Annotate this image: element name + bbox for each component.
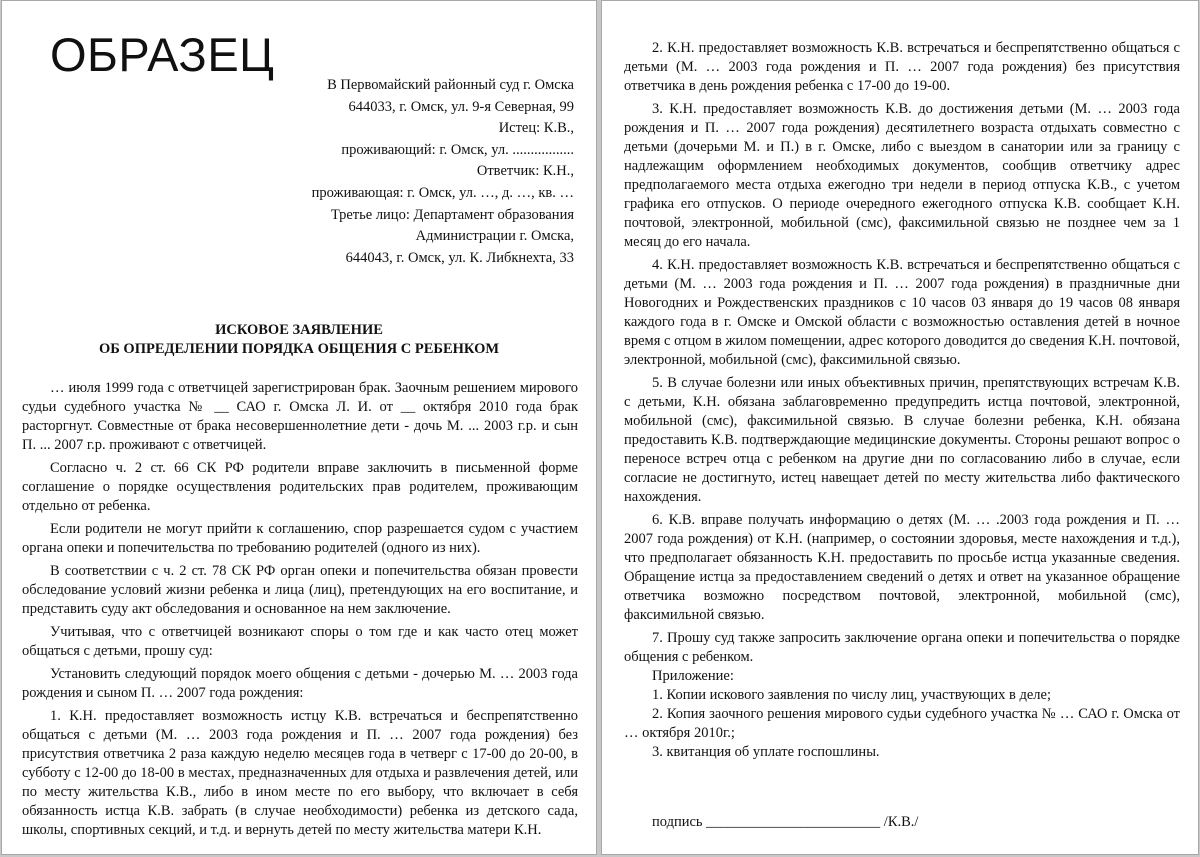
signature-line <box>652 814 918 831</box>
signature-name: /К.В./ <box>883 814 919 830</box>
paragraph: Установить следующий порядок моего общения с детьми - дочерью М. … 2003 года рождения и сыном П. … 2007 года рождения: <box>22 666 578 701</box>
header-line: В Первомайский районный суд г. Омска <box>327 77 574 93</box>
header-line: Третье лицо: Департамент образования <box>330 206 574 223</box>
header-line: Ответчик: К.Н., <box>476 163 574 180</box>
title-line-1: ИСКОВОЕ ЗАЯВЛЕНИЕ <box>215 322 383 338</box>
paragraph: 6. К.В. вправе получать информацию о детях (М. … .2003 года рождения и П. … 2007 года рождения) от К.Н. (например, о состоянии здоровья, месте нахождения и т.д.), что предполагает обязанность К.Н. предоставить по просьбе истца указанные сведения. Обращение истца за предоставлением сведений о детях и ответ на указанное обращение ответчика возможно посредством почтовой, электронной, мобильной (смс), факсимильной связью. <box>624 512 1180 623</box>
paragraph: 7. Прошу суд также запросить заключение органа опеки и попечительства о порядке общения с ребенком. <box>624 630 1180 665</box>
addressee-block <box>234 75 574 269</box>
header-line: Администрации г. Омска, <box>415 228 574 245</box>
page-right <box>601 0 1199 855</box>
paragraph: 1. К.Н. предоставляет возможность истцу К.В. встречаться и беспрепятственно общаться с детьми (М. … 2003 года рождения и П. … 2007 года рождения) без присутствия ответчика 2 раза каждую неделю месяцев года в четверг с 17-00 до 20-00, в субботу с 12-00 до 18-00 в местах, предназначенных для отдыха и развлечения детей, или по месту жительства К.В., либо в ином месте по его выбору, что включает в себя обязанность истца К.В. забрать (в случае необходимости) ребенка из детского сада, школы, спортивных секций, и т.д. и вернуть детей по месту жительства матери К.Н. <box>22 708 578 838</box>
header-line: 644043, г. Омск, ул. К. Либкнехта, 33 <box>345 249 574 266</box>
paragraph: 5. В случае болезни или иных объективных причин, препятствующих встречам К.В. с детьми, К.Н. обязана заблаговременно предупредить истца почтовой, электронной, мобильной (смс), факсимильной связью. В случае болезни ребенка, К.Н. обязана предоставить К.В. подтверждающие медицинские документы. Стороны решают вопрос о переносе встреч отца с ребенком на другие дни по согласованию либо в случае, если согласие не достигнуто, истец навещает детей по месту жительства либо фактического нахождения. <box>624 375 1180 505</box>
left-body-text <box>22 379 578 840</box>
paragraph: … июля 1999 года с ответчицей зарегистрирован брак. Заочным решением мирового судьи судебного участка № __ САО г. Омска Л. И. от __ октября 2010 года брак расторгнут. Совместные от брака несовершеннолетние дети - дочь М. ... 2003 г.р. и сын П. ... 2007 г.р. проживают с ответчицей. <box>22 380 578 453</box>
paragraph: Согласно ч. 2 ст. 66 СК РФ родители вправе заключить в письменной форме соглашение о порядке осуществления родительских прав родителем, проживающим отдельно от ребенка. <box>22 460 578 514</box>
paragraph: Если родители не могут прийти к соглашению, спор разрешается судом с участием органа опеки и попечительства по требованию родителей (одного из них). <box>22 521 578 556</box>
header-line: Истец: К.В., <box>498 120 574 137</box>
header-line: проживающий: г. Омск, ул. ................. <box>341 141 574 158</box>
sample-watermark: ОБРАЗЕЦ <box>50 28 275 81</box>
signature-label: подпись <box>652 814 703 830</box>
header-line: проживающая: г. Омск, ул. …, д. …, кв. … <box>311 184 574 201</box>
signature-blank: ________________________ <box>706 814 881 830</box>
paragraph: 2. К.Н. предоставляет возможность К.В. встречаться и беспрепятственно общаться с детьми (М. … 2003 года рождения и П. … 2007 года рождения) без присутствия ответчика в день рождения ребенка с 17-00 до 19-00. <box>624 40 1180 94</box>
paragraph: 3. К.Н. предоставляет возможность К.В. до достижения детьми (М. … 2003 года рождения и П. … 2007 года рождения) десятилетнего возраста отдыхать совместно с детьми (дочерьми М. и П.) в г. Омске, либо с выездом в санатории или за границу с надлежащим оформлением необходимых документов, сообщив ответчику адрес предполагаемого места отдыха ежегодно три недели в период отпуска К.В., с учетом графика его отпусков. О периоде очередного ежегодного отпуска К.В. сообщает К.Н. почтовой, электронной, мобильной (смс), факсимильной связью не позднее чем за 1 месяц до его начала. <box>624 101 1180 250</box>
right-body-text <box>624 39 1180 762</box>
appendix-item: 1. Копии искового заявления по числу лиц, участвующих в деле; <box>652 687 1051 703</box>
page-left <box>1 0 597 855</box>
document-title <box>2 321 596 359</box>
title-line-2: ОБ ОПРЕДЕЛЕНИИ ПОРЯДКА ОБЩЕНИЯ С РЕБЕНКОМ <box>98 341 500 357</box>
paragraph: В соответствии с ч. 2 ст. 78 СК РФ орган опеки и попечительства обязан провести обследование условий жизни ребенка и лица (лиц), претендующих на его воспитание, и представить суду акт обследования и основанное на нем заключение. <box>22 563 578 617</box>
appendix-item: 3. квитанция об уплате госпошлины. <box>652 744 880 760</box>
appendix-item: 2. Копия заочного решения мирового судьи судебного участка № … САО г. Омска от … октября 2010г.; <box>624 706 1180 741</box>
appendix-heading: Приложение: <box>652 668 734 684</box>
paragraph: Учитывая, что с ответчицей возникают споры о том где и как часто отец может общаться с детьми, прошу суд: <box>22 624 578 659</box>
paragraph: 4. К.Н. предоставляет возможность К.В. встречаться и беспрепятственно общаться с детьми (М. … 2003 года рождения и П. … 2007 года рождения) в праздничные дни Новогодних и Рождественских праздников с 10 часов 03 января до 19 часов 08 января каждого года в г. Омске и Омской области с возможностью оставления детей в ночное время с отцом в жилом помещении, адрес которого доводится до сведения К.Н. почтовой, электронной, мобильной (смс), факсимильной связью. <box>624 257 1181 368</box>
header-line: 644033, г. Омск, ул. 9-я Северная, 99 <box>348 98 574 115</box>
